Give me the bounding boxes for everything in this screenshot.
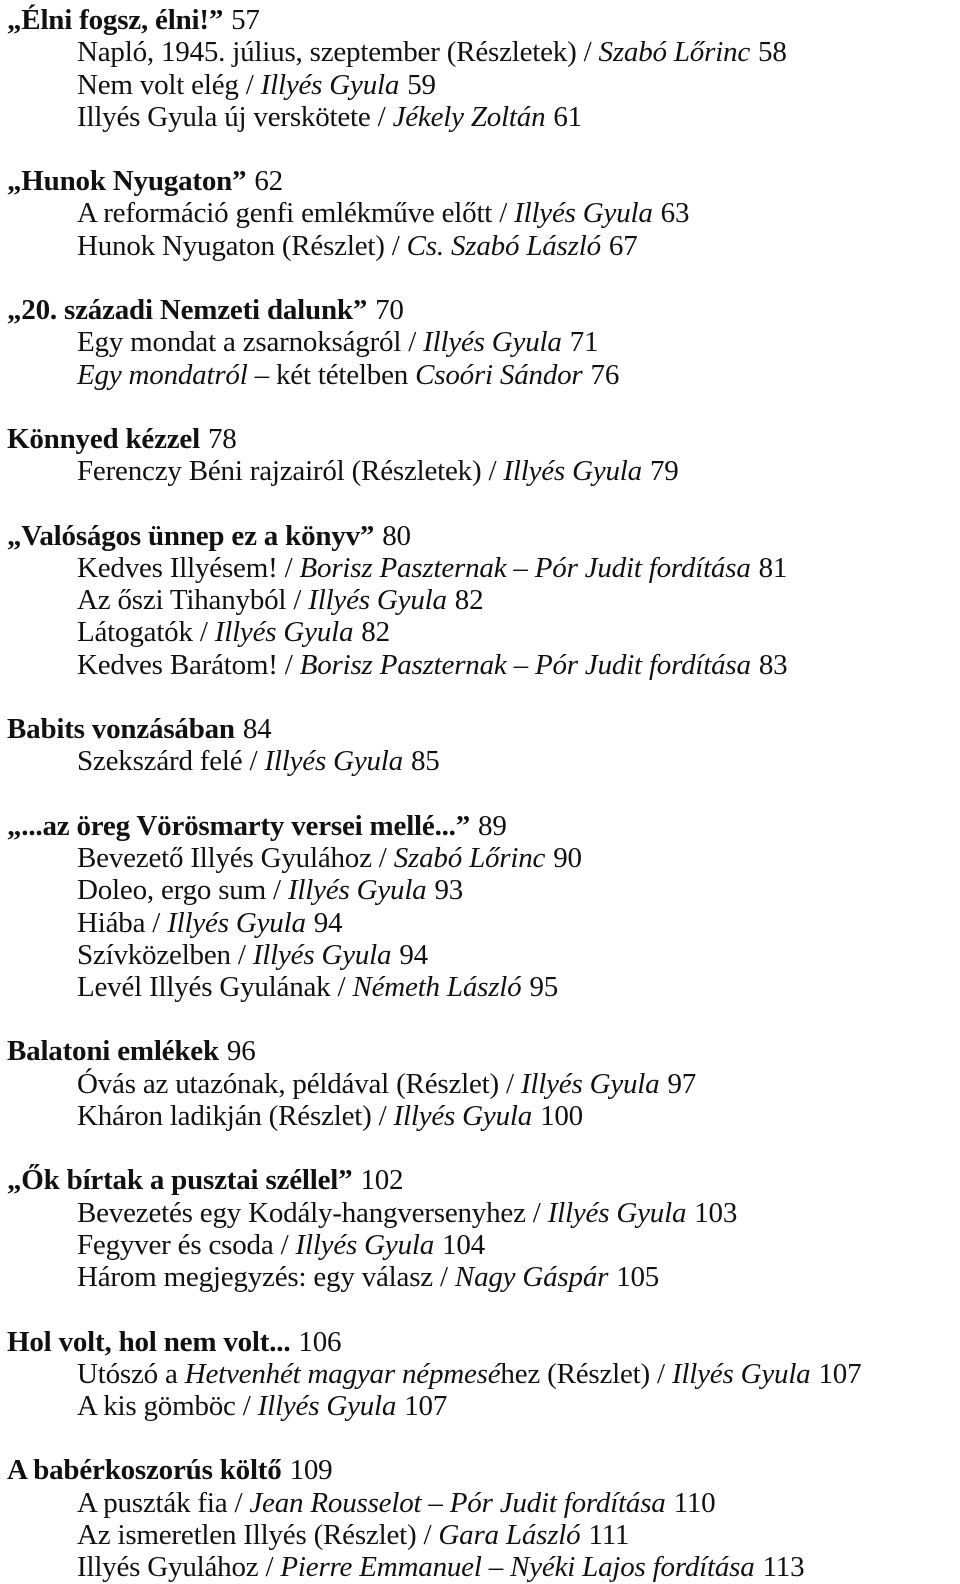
entry-title: Hunok Nyugaton (Részlet) / (77, 229, 400, 262)
entry-page-number: 82 (454, 584, 484, 617)
toc-section (7, 713, 957, 778)
entry-title: Kedves Illyésem! / (77, 551, 293, 584)
entry-title: Hiába / (77, 906, 161, 939)
toc-entry (7, 971, 957, 1003)
entry-title: Látogatók / (77, 616, 208, 649)
entry-page-number: 76 (590, 358, 620, 391)
entry-page-number: 81 (758, 551, 788, 584)
entry-title: Kedves Barátom! / (77, 648, 293, 681)
toc-section (7, 165, 957, 262)
entry-author: Jékely Zoltán (392, 100, 546, 133)
entry-page-number: 103 (694, 1196, 738, 1229)
toc-section (7, 1164, 957, 1293)
entry-author: Pierre Emmanuel – Nyéki Lajos fordítása (280, 1551, 755, 1584)
section-page-number: 96 (226, 1035, 256, 1068)
section-page-number: 62 (254, 165, 283, 198)
entry-author: Illyés Gyula (520, 1067, 660, 1100)
entry-title: Illyés Gyulához / (77, 1551, 274, 1584)
entry-page-number: 107 (404, 1390, 448, 1423)
entry-author: Illyés Gyula (287, 874, 427, 907)
toc-entry (7, 907, 957, 939)
entry-title: Ferenczy Béni rajzairól (Részletek) / (77, 455, 497, 488)
section-title: Hol volt, hol nem volt... (7, 1325, 291, 1358)
toc-entry (7, 1068, 957, 1100)
entry-page-number: 79 (649, 455, 679, 488)
entry-author: Illyés Gyula (514, 197, 653, 230)
entry-author: Gara László (438, 1518, 581, 1551)
section-page-number: 57 (231, 4, 260, 36)
section-page-number: 106 (298, 1325, 342, 1358)
section-page-number: 89 (478, 809, 507, 842)
entry-title: Nem volt elég / (77, 68, 254, 101)
section-title: „20. századi Nemzeti dalunk” (7, 294, 368, 327)
entry-page-number: 94 (313, 906, 343, 939)
entry-title: Az ismeretlen Illyés (Részlet) / (77, 1518, 432, 1551)
toc-section (7, 810, 957, 1004)
entry-author: Illyés Gyula (167, 906, 306, 939)
toc-entry (7, 1100, 957, 1132)
entry-page-number: 59 (407, 68, 436, 101)
toc-entry (7, 455, 957, 487)
toc-entry (7, 1261, 957, 1293)
section-page-number: 84 (242, 713, 272, 746)
section-title: Balatoni emlékek (7, 1035, 219, 1068)
toc-section (7, 294, 957, 391)
entry-author: Szabó Lőrinc (393, 841, 546, 874)
entry-author: Borisz Paszternak – Pór Judit fordítása (299, 551, 751, 584)
toc-entry (7, 36, 957, 68)
toc-entry (7, 745, 957, 777)
entry-author: Egy mondatról (77, 358, 248, 391)
entry-title: Utószó a (77, 1357, 185, 1390)
entry-page-number: 111 (588, 1518, 630, 1551)
entry-page-number: 83 (758, 648, 788, 681)
section-title: A babérkoszorús költő (7, 1454, 282, 1487)
entry-page-number: 71 (569, 326, 599, 359)
section-heading (7, 165, 957, 197)
entry-title: Kháron ladikján (Részlet) / (77, 1100, 387, 1133)
toc-entry (7, 101, 957, 133)
entry-title: Szekszárd felé / (77, 745, 258, 778)
entry-title-continued: hez (Részlet) / (500, 1357, 672, 1390)
toc-entry (7, 616, 957, 648)
toc-section (7, 520, 957, 681)
toc-entry (7, 359, 957, 391)
section-heading (7, 294, 957, 326)
entry-author: Németh László (352, 971, 522, 1004)
toc-section (7, 1454, 957, 1583)
toc-entry (7, 1229, 957, 1261)
entry-author: Illyés Gyula (214, 616, 354, 649)
entry-title: Három megjegyzés: egy válasz / (77, 1261, 448, 1294)
entry-page-number: 67 (608, 229, 638, 262)
entry-title: Doleo, ergo sum / (77, 874, 281, 907)
toc-entry (7, 1519, 957, 1551)
toc-entry (7, 1487, 957, 1519)
toc-entry (7, 584, 957, 616)
entry-page-number: 110 (673, 1486, 716, 1519)
section-title: Babits vonzásában (7, 713, 235, 746)
section-heading (7, 1326, 957, 1358)
entry-page-number: 63 (660, 197, 690, 230)
entry-author: Illyés Gyula (393, 1100, 533, 1133)
section-heading (7, 810, 957, 842)
section-heading (7, 4, 957, 36)
toc-entry (7, 1197, 957, 1229)
entry-title: Fegyver és csoda / (77, 1228, 289, 1261)
entry-title: Egy mondat a zsarnokságról / (77, 326, 417, 359)
toc-section (7, 1035, 957, 1132)
entry-page-number: 113 (762, 1551, 805, 1584)
entry-title: A reformáció genfi emlékműve előtt / (77, 197, 508, 230)
toc-entry (7, 939, 957, 971)
table-of-contents (7, 4, 957, 1584)
section-page-number: 78 (207, 422, 237, 455)
entry-author: Borisz Paszternak – Pór Judit fordítása (299, 648, 751, 681)
entry-author: Hetvenhét magyar népmesé (184, 1357, 501, 1390)
entry-title-continued: – két tételben (247, 358, 416, 391)
toc-entry (7, 197, 957, 229)
entry-author: Illyés Gyula (423, 326, 562, 359)
section-heading (7, 713, 957, 745)
entry-author: Illyés Gyula (252, 938, 392, 971)
section-page-number: 80 (382, 519, 411, 552)
entry-page-number: 95 (529, 971, 559, 1004)
entry-title: A kis gömböc / (77, 1390, 251, 1423)
toc-entry (7, 842, 957, 874)
section-heading (7, 520, 957, 552)
entry-title: Óvás az utazónak, példával (Részlet) / (77, 1067, 514, 1100)
toc-entry (7, 1390, 957, 1422)
entry-author: Illyés Gyula (503, 455, 642, 488)
section-title: „Hunok Nyugaton” (7, 165, 247, 198)
entry-author: Illyés Gyula (260, 68, 400, 101)
entry-page-number: 94 (399, 938, 428, 971)
entry-author: Illyés Gyula (264, 745, 403, 778)
entry-page-number: 90 (553, 841, 582, 874)
entry-page-number: 97 (667, 1067, 697, 1100)
entry-author: Cs. Szabó László (406, 229, 601, 262)
section-page-number: 109 (289, 1454, 333, 1487)
entry-page-number: 107 (818, 1357, 862, 1390)
toc-entry (7, 69, 957, 101)
entry-page-number: 105 (616, 1261, 660, 1294)
section-heading (7, 1164, 957, 1196)
section-title: „...az öreg Vörösmarty versei mellé...” (7, 809, 471, 842)
section-heading (7, 1454, 957, 1486)
section-page-number: 70 (375, 294, 404, 327)
entry-title: Az őszi Tihanyból / (77, 584, 302, 617)
section-page-number: 102 (360, 1164, 404, 1197)
toc-entry (7, 552, 957, 584)
toc-entry (7, 649, 957, 681)
entry-title: Bevezető Illyés Gyulához / (77, 841, 387, 874)
entry-author: Illyés Gyula (308, 584, 447, 617)
toc-entry (7, 874, 957, 906)
entry-author: Illyés Gyula (257, 1390, 397, 1423)
toc-entry (7, 1551, 957, 1583)
entry-page-number: 61 (553, 100, 582, 133)
section-heading (7, 1035, 957, 1067)
section-title: Könnyed kézzel (7, 422, 200, 455)
entry-title: Bevezetés egy Kodály-hangversenyhez / (77, 1196, 541, 1229)
section-heading (7, 423, 957, 455)
entry-author-secondary: Illyés Gyula (671, 1357, 811, 1390)
toc-section (7, 423, 957, 488)
entry-author-secondary: Csoóri Sándor (415, 358, 583, 391)
toc-entry (7, 1358, 957, 1390)
section-title: „Élni fogsz, élni!” (7, 4, 224, 36)
entry-page-number: 100 (540, 1100, 583, 1133)
entry-page-number: 104 (442, 1228, 485, 1261)
entry-author: Nagy Gáspár (454, 1261, 609, 1294)
toc-entry (7, 326, 957, 358)
entry-title: Levél Illyés Gyulának / (77, 971, 346, 1004)
entry-title: Szívközelben / (77, 938, 246, 971)
section-title: „Valóságos ünnep ez a könyv” (7, 519, 375, 552)
toc-section (7, 4, 957, 133)
entry-page-number: 82 (361, 616, 390, 649)
entry-author: Jean Rousselot – Pór Judit fordítása (249, 1486, 666, 1519)
entry-title: Napló, 1945. július, szeptember (Részletek) / (77, 36, 592, 69)
section-title: „Ők bírtak a pusztai széllel” (7, 1164, 353, 1197)
entry-author: Illyés Gyula (295, 1228, 435, 1261)
entry-author: Szabó Lőrinc (598, 36, 751, 69)
toc-section (7, 1326, 957, 1423)
entry-author: Illyés Gyula (547, 1196, 687, 1229)
entry-page-number: 93 (434, 874, 464, 907)
toc-entry (7, 230, 957, 262)
entry-title: A puszták fia / (77, 1486, 243, 1519)
entry-page-number: 58 (758, 36, 787, 69)
entry-page-number: 85 (410, 745, 440, 778)
entry-title: Illyés Gyula új verskötete / (77, 100, 386, 133)
